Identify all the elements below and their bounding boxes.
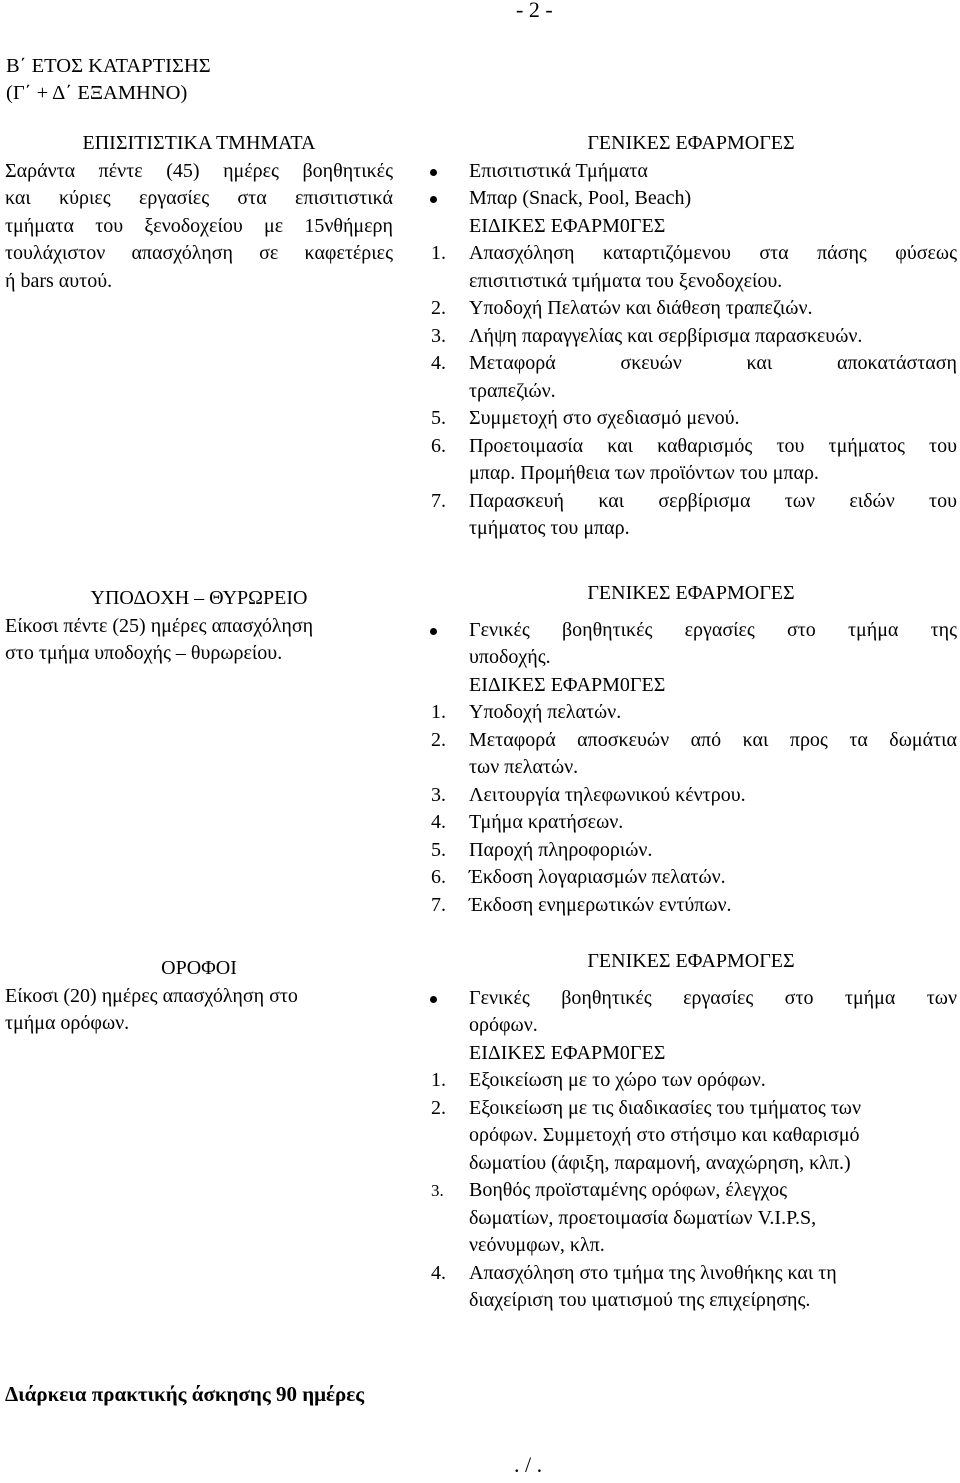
general-item-line: ορόφων. bbox=[469, 1014, 538, 1036]
year-heading bbox=[6, 53, 211, 107]
bullet-icon bbox=[430, 628, 437, 635]
section-title: ΟΡΟΦΟΙ bbox=[161, 957, 237, 979]
item-number: 3. bbox=[431, 783, 446, 806]
item-number: 6. bbox=[431, 866, 446, 888]
general-item bbox=[425, 185, 957, 213]
item-line: Βοηθός προϊσταμένης ορόφων, έλεγχος bbox=[469, 1179, 788, 1201]
item-line: δωματίων, προετοιμασία δωματίων V.I.P.S, bbox=[469, 1206, 817, 1229]
continuation-marker: . / . bbox=[514, 1452, 543, 1477]
special-item bbox=[425, 350, 957, 405]
general-applications-heading: ΓΕΝΙΚΕΣ ΕΦΑΡΜΟΓΕΣ bbox=[587, 950, 795, 972]
item-line: Μεταφορά αποσκευών από και προς τα δωμάτια bbox=[469, 728, 957, 751]
page-number: - 2 - bbox=[516, 0, 553, 22]
general-item-line: Γενικές βοηθητικές εργασίες στο τμήμα της bbox=[469, 618, 957, 641]
item-line: Λειτουργία τηλεφωνικού κέντρου. bbox=[469, 783, 746, 806]
duration-note: Διάρκεια πρακτικής άσκησης 90 ημέρες bbox=[5, 1382, 365, 1406]
item-line: τραπεζιών. bbox=[469, 379, 556, 402]
special-item bbox=[425, 782, 957, 810]
year-subtitle: (Γ΄ + Δ΄ ΕΞΑΜΗΝΟ) bbox=[6, 82, 188, 104]
general-item-text: Μπαρ (Snack, Pool, Beach) bbox=[469, 187, 692, 209]
item-line: Παρασκευή και σερβίρισμα των ειδών του bbox=[469, 489, 957, 512]
item-line: Έκδοση λογαριασμών πελατών. bbox=[469, 866, 726, 888]
item-line: Υποδοχή Πελατών και διάθεση τραπεζιών. bbox=[469, 297, 813, 319]
special-item bbox=[425, 699, 957, 727]
general-item-line: υποδοχής. bbox=[469, 646, 551, 668]
item-line: νεόνυμφων, κλπ. bbox=[469, 1234, 605, 1256]
item-number: 2. bbox=[431, 728, 446, 751]
general-item-line: Γενικές βοηθητικές εργασίες στο τμήμα των bbox=[469, 986, 957, 1009]
item-line: Εξοικείωση με το χώρο των ορόφων. bbox=[469, 1069, 766, 1091]
section-food-service-left bbox=[5, 130, 393, 295]
special-item bbox=[425, 809, 957, 837]
special-item bbox=[425, 295, 957, 323]
item-line: δωματίου (άφιξη, παραμονή, αναχώρηση, κλπ.) bbox=[469, 1151, 851, 1174]
item-number: 6. bbox=[431, 434, 446, 457]
item-number: 5. bbox=[431, 407, 446, 429]
bullet-icon bbox=[430, 996, 437, 1003]
bullet-icon bbox=[430, 196, 437, 203]
special-item bbox=[425, 837, 957, 865]
item-number: 2. bbox=[431, 297, 446, 319]
item-line: ορόφων. Συμμετοχή στο στήσιμο και καθαρισμό bbox=[469, 1124, 860, 1146]
special-item bbox=[425, 488, 957, 543]
special-item bbox=[425, 323, 957, 351]
item-line: Παροχή πληροφοριών. bbox=[469, 838, 653, 861]
special-item bbox=[425, 727, 957, 782]
item-line: Υποδοχή πελατών. bbox=[469, 701, 622, 723]
item-line: Έκδοση ενημερωτικών εντύπων. bbox=[469, 893, 732, 916]
year-title: Β΄ ΕΤΟΣ ΚΑΤΑΡΤΙΣΗΣ bbox=[6, 55, 211, 77]
item-line: Συμμετοχή στο σχεδιασμό μενού. bbox=[469, 407, 740, 429]
item-line: Τμήμα κρατήσεων. bbox=[469, 811, 624, 833]
special-item bbox=[425, 1095, 957, 1178]
general-item-text: Επισιτιστικά Τμήματα bbox=[469, 159, 648, 182]
special-item bbox=[425, 1067, 957, 1095]
item-line: Λήψη παραγγελίας και σερβίρισμα παρασκευών. bbox=[469, 324, 863, 347]
special-item bbox=[425, 433, 957, 488]
section-food-service-right bbox=[425, 130, 957, 543]
item-line: Προετοιμασία και καθαρισμός του τμήματος του bbox=[469, 434, 957, 457]
description-line: τουλάχιστον απασχόληση σε καφετέριες bbox=[5, 242, 393, 264]
item-number: 3. bbox=[431, 324, 446, 347]
general-applications-heading: ΓΕΝΙΚΕΣ ΕΦΑΡΜΟΓΕΣ bbox=[587, 132, 795, 154]
description-line: τμήματα του ξενοδοχείου με 15νθήμερη bbox=[5, 214, 393, 237]
item-line: Μεταφορά σκευών και αποκατάσταση bbox=[469, 352, 957, 374]
special-item bbox=[425, 240, 957, 295]
section-floors-left bbox=[5, 955, 393, 1038]
item-line: μπαρ. Προμήθεια των προϊόντων του μπαρ. bbox=[469, 462, 819, 484]
item-number: 7. bbox=[431, 489, 446, 512]
item-line: Απασχόληση καταρτιζόμενου στα πάσης φύσεως bbox=[469, 242, 957, 264]
section-reception-right bbox=[425, 580, 957, 919]
item-number: 2. bbox=[431, 1096, 446, 1119]
description-line: και κύριες εργασίες στα επισιτιστικά bbox=[5, 187, 393, 209]
item-number: 5. bbox=[431, 838, 446, 861]
item-line: επισιτιστικά τμήματα του ξενοδοχείου. bbox=[469, 269, 783, 292]
bullet-icon bbox=[430, 169, 437, 176]
special-applications-heading: ΕΙΔΙΚΕΣ ΕΦΑΡΜ0ΓΕΣ bbox=[469, 673, 666, 696]
section-reception-left bbox=[5, 585, 393, 668]
special-item bbox=[425, 1260, 957, 1315]
general-item bbox=[425, 158, 957, 186]
item-line: διαχείριση του ιματισμού της επιχείρησης. bbox=[469, 1289, 811, 1311]
description-line: Σαράντα πέντε (45) ημέρες βοηθητικές bbox=[5, 159, 393, 182]
item-line: Εξοικείωση με τις διαδικασίες του τμήματος των bbox=[469, 1096, 862, 1119]
special-applications-heading: ΕΙΔΙΚΕΣ ΕΦΑΡΜ0ΓΕΣ bbox=[469, 1041, 666, 1064]
item-number: 1. bbox=[431, 1069, 446, 1091]
special-item bbox=[425, 405, 957, 433]
special-item bbox=[425, 1177, 957, 1260]
section-title: ΕΠΙΣΙΤΙΣΤΙΚΑ ΤΜΗΜΑΤΑ bbox=[82, 132, 316, 154]
description-line: Είκοσι (20) ημέρες απασχόληση στο bbox=[5, 984, 298, 1007]
item-number: 4. bbox=[431, 352, 446, 374]
description-line: στο τμήμα υποδοχής – θυρωρείου. bbox=[5, 642, 283, 664]
section-title: ΥΠΟΔΟΧΗ – ΘΥΡΩΡΕΙΟ bbox=[90, 587, 308, 609]
item-number: 1. bbox=[431, 242, 446, 264]
special-item bbox=[425, 892, 957, 920]
description-line: τμήμα ορόφων. bbox=[5, 1012, 130, 1034]
item-number: 3. bbox=[431, 1181, 444, 1200]
item-line: Απασχόληση στο τμήμα της λινοθήκης και τη bbox=[469, 1261, 837, 1284]
special-item bbox=[425, 864, 957, 892]
general-applications-heading: ΓΕΝΙΚΕΣ ΕΦΑΡΜΟΓΕΣ bbox=[587, 582, 795, 604]
description-line: Είκοσι πέντε (25) ημέρες απασχόληση bbox=[5, 614, 314, 637]
item-number: 7. bbox=[431, 893, 446, 916]
item-line: των πελατών. bbox=[469, 756, 579, 778]
description-line: ή bars αυτού. bbox=[5, 269, 113, 292]
item-line: τμήματος του μπαρ. bbox=[469, 517, 630, 539]
item-number: 4. bbox=[431, 811, 446, 833]
item-number: 4. bbox=[431, 1261, 446, 1284]
general-item bbox=[425, 617, 957, 672]
general-item bbox=[425, 985, 957, 1040]
item-number: 1. bbox=[431, 701, 446, 723]
section-floors-right bbox=[425, 948, 957, 1315]
special-applications-heading: ΕΙΔΙΚΕΣ ΕΦΑΡΜ0ΓΕΣ bbox=[469, 214, 666, 237]
